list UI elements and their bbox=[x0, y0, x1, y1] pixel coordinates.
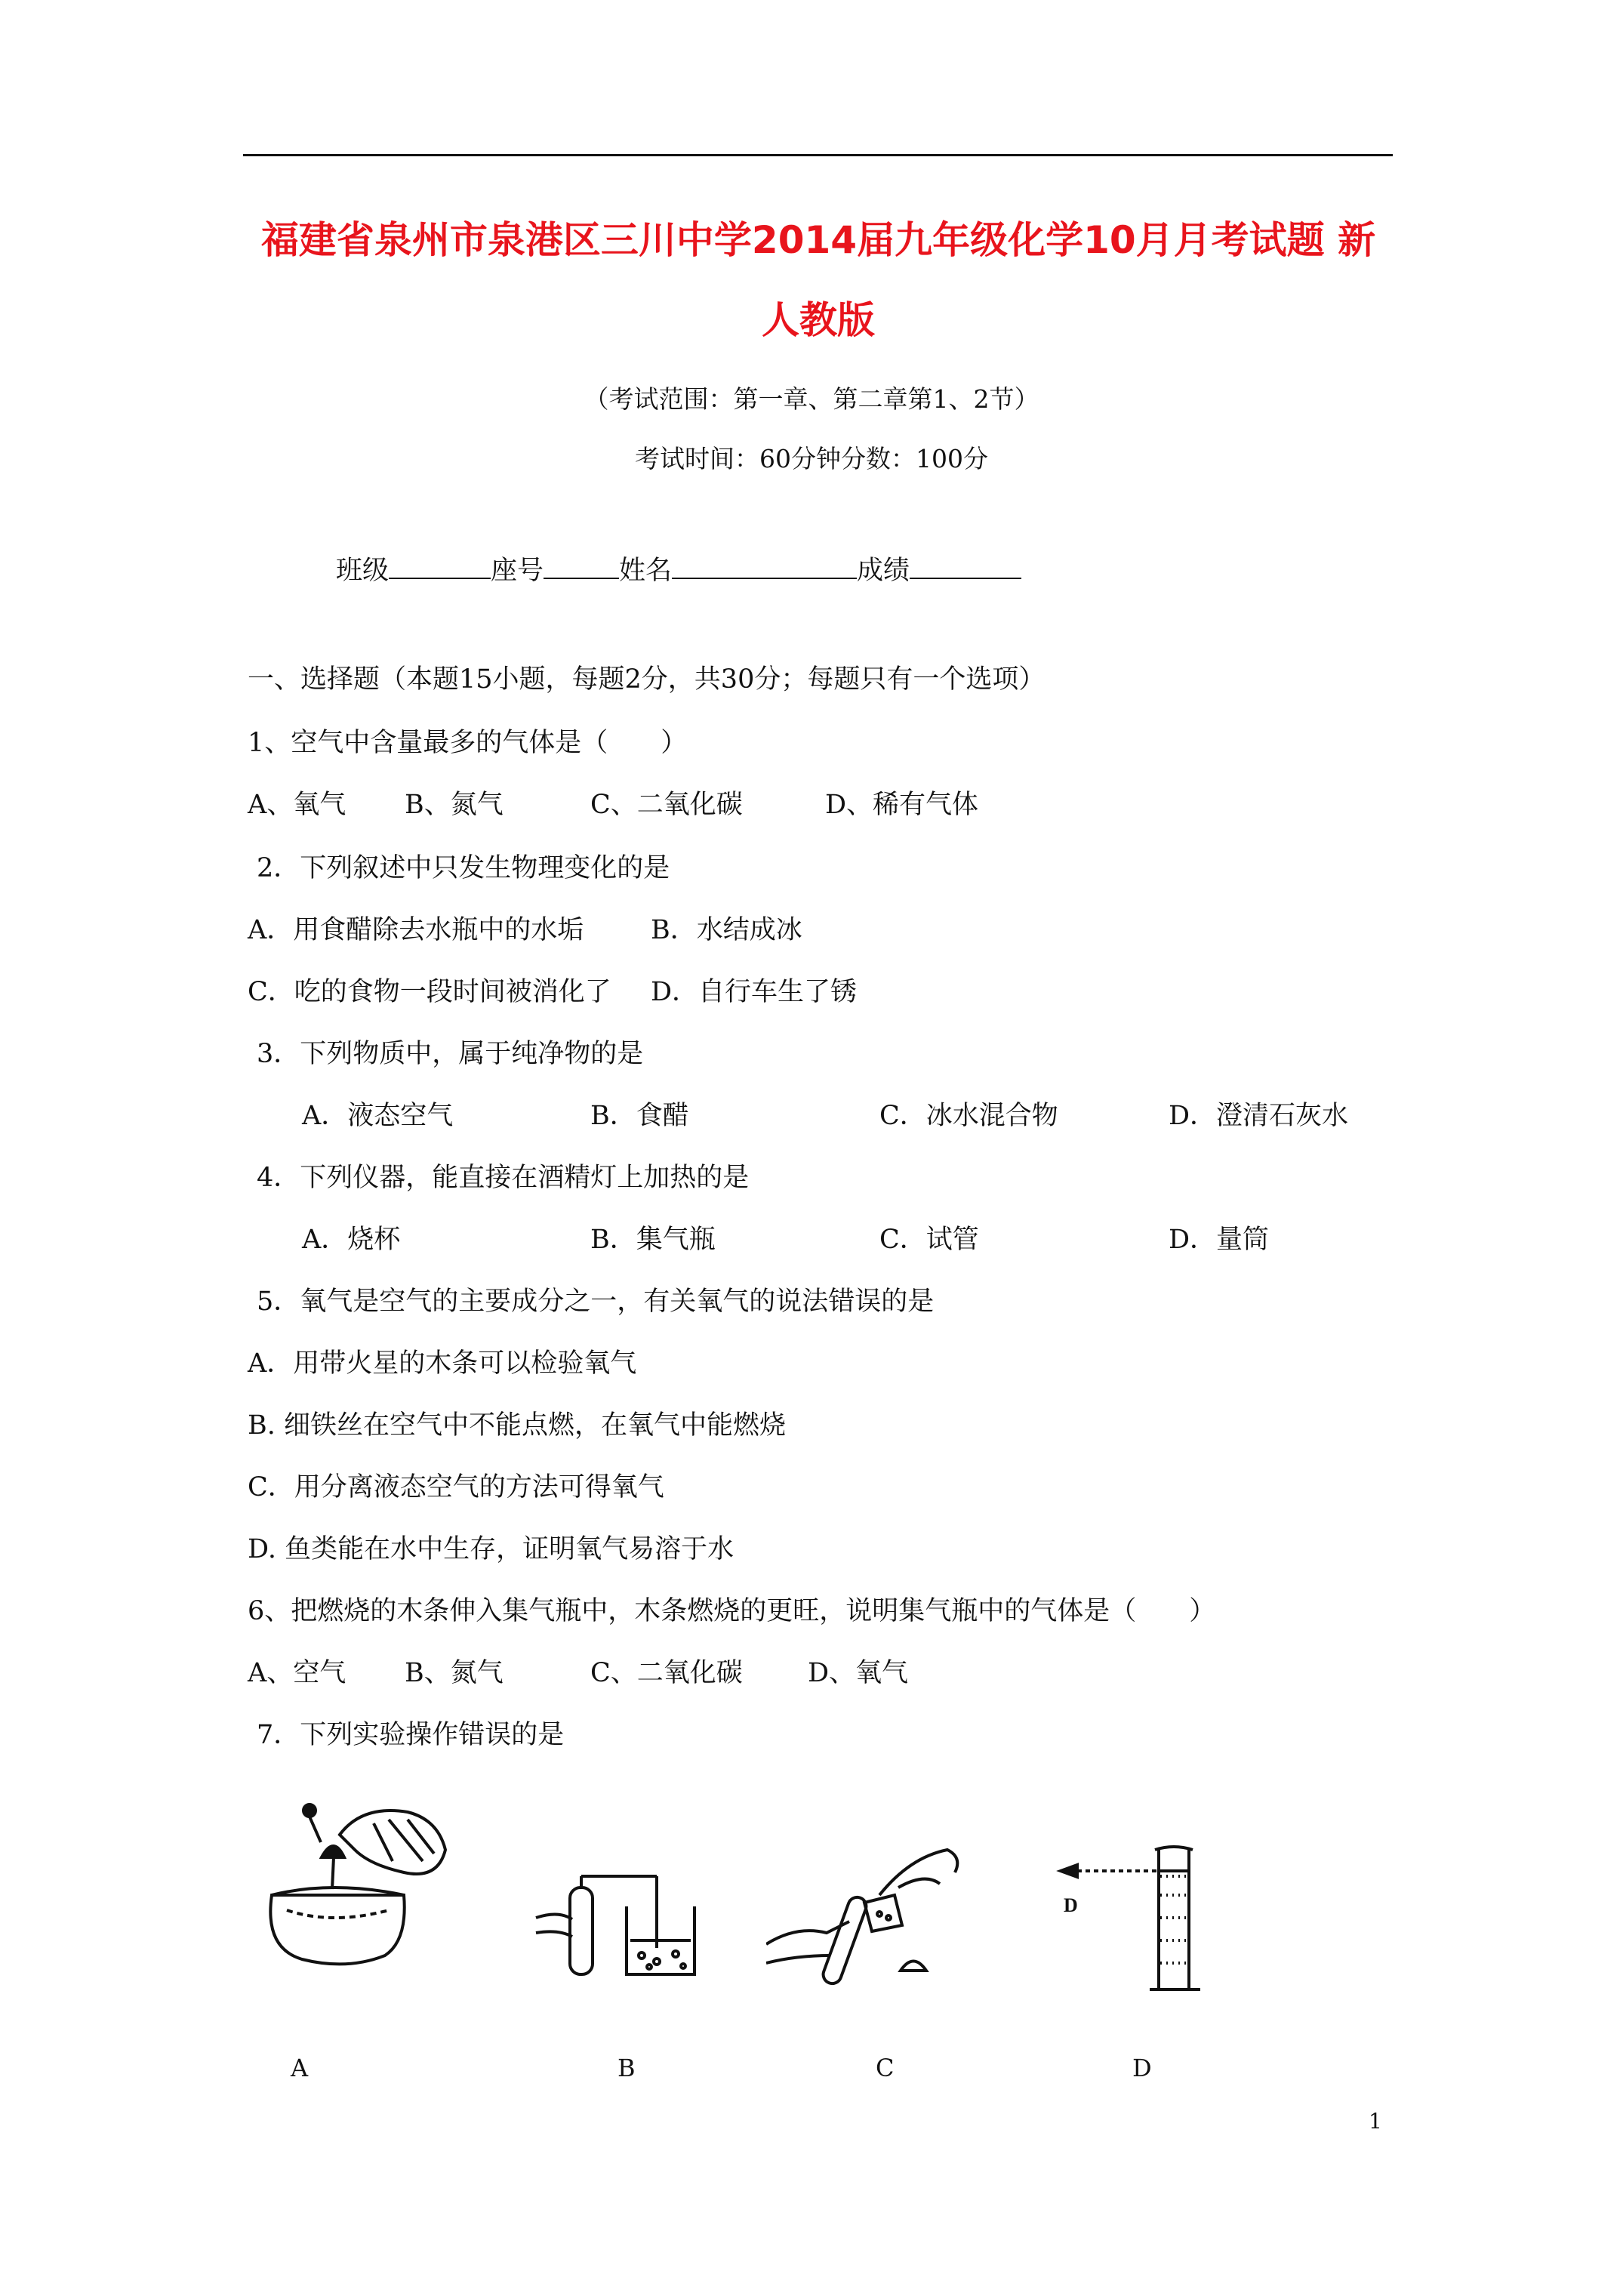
question-7-stem: 7．下列实验操作错误的是 bbox=[257, 1720, 565, 1750]
q5-option-b: B. 细铁丝在空气中不能点燃，在氧气中能燃烧 bbox=[248, 1410, 786, 1441]
page-number: 1 bbox=[1369, 2109, 1382, 2134]
figure-label-c: C bbox=[876, 2054, 895, 2082]
top-rule bbox=[243, 154, 1393, 156]
q5-option-a: A．用带火星的木条可以检验氧气 bbox=[248, 1348, 637, 1379]
q1-option-c: C、二氧化碳 bbox=[590, 790, 743, 820]
q2-option-c: C．吃的食物一段时间被消化了 bbox=[248, 977, 611, 1007]
figure-label-b: B bbox=[617, 2054, 636, 2082]
question-6-stem: 6、把燃烧的木条伸入集气瓶中，木条燃烧的更旺，说明集气瓶中的气体是（ ） bbox=[248, 1596, 1216, 1626]
score-label: 成绩 bbox=[857, 556, 910, 586]
q4-option-c: C．试管 bbox=[879, 1225, 979, 1255]
q4-option-d: D．量筒 bbox=[1169, 1225, 1270, 1255]
seat-blank[interactable] bbox=[544, 555, 619, 579]
figure-a-alcohol-lamp bbox=[249, 1789, 453, 1971]
question-1-stem: 1、空气中含量最多的气体是（ ） bbox=[248, 728, 688, 758]
figure-d-graduated-cylinder bbox=[1053, 1842, 1227, 2001]
q6-option-d: D、氧气 bbox=[808, 1658, 909, 1688]
question-5-stem: 5．氧气是空气的主要成分之一，有关氧气的说法错误的是 bbox=[257, 1287, 935, 1317]
q6-option-b: B、氮气 bbox=[405, 1658, 504, 1688]
q3-option-d: D．澄清石灰水 bbox=[1169, 1101, 1349, 1131]
question-4-stem: 4．下列仪器，能直接在酒精灯上加热的是 bbox=[257, 1163, 750, 1193]
q6-option-a: A、空气 bbox=[248, 1658, 346, 1688]
figure-d-inner-label: D bbox=[1064, 1894, 1078, 1916]
q6-option-c: C、二氧化碳 bbox=[590, 1658, 743, 1688]
q3-option-c: C．冰水混合物 bbox=[879, 1101, 1058, 1131]
figure-label-a: A bbox=[291, 2054, 309, 2082]
page-title-line-1: 福建省泉州市泉港区三川中学2014届九年级化学10月月考试题 新 bbox=[260, 218, 1376, 262]
page-title-line-2: 人教版 bbox=[762, 298, 875, 342]
figure-c-pouring-solid bbox=[766, 1842, 978, 1993]
q5-option-d: D. 鱼类能在水中生存，证明氧气易溶于水 bbox=[248, 1534, 735, 1564]
section-heading: 一、选择题（本题15小题，每题2分，共30分；每题只有一个选项） bbox=[248, 664, 1046, 695]
name-label: 姓名 bbox=[619, 556, 673, 586]
score-blank[interactable] bbox=[910, 555, 1021, 579]
q3-option-a: A．液态空气 bbox=[302, 1101, 454, 1131]
class-blank[interactable] bbox=[389, 555, 491, 579]
q1-option-b: B、氮气 bbox=[405, 790, 504, 820]
exam-scope: （考试范围：第一章、第二章第1、2节） bbox=[584, 384, 1039, 414]
figure-b-airtightness-check bbox=[528, 1872, 717, 1978]
q2-option-d: D．自行车生了锈 bbox=[651, 977, 858, 1007]
q5-option-c: C．用分离液态空气的方法可得氧气 bbox=[248, 1472, 664, 1502]
q4-option-b: B．集气瓶 bbox=[590, 1225, 716, 1255]
q2-option-a: A．用食醋除去水瓶中的水垢 bbox=[248, 915, 584, 945]
seat-label: 座号 bbox=[491, 556, 544, 586]
exam-time-score: 考试时间：60分钟分数：100分 bbox=[635, 444, 988, 473]
question-3-stem: 3．下列物质中，属于纯净物的是 bbox=[257, 1039, 644, 1069]
question-2-stem: 2．下列叙述中只发生物理变化的是 bbox=[257, 853, 670, 883]
q3-option-b: B．食醋 bbox=[590, 1101, 689, 1131]
name-blank[interactable] bbox=[672, 555, 857, 579]
class-label: 班级 bbox=[336, 556, 390, 586]
q1-option-a: A、氧气 bbox=[248, 790, 346, 820]
q4-option-a: A．烧杯 bbox=[302, 1225, 401, 1255]
q2-option-b: B．水结成冰 bbox=[651, 915, 802, 945]
student-info-row bbox=[336, 554, 1021, 587]
q1-option-d: D、稀有气体 bbox=[825, 790, 979, 820]
figure-label-d: D bbox=[1132, 2054, 1152, 2082]
